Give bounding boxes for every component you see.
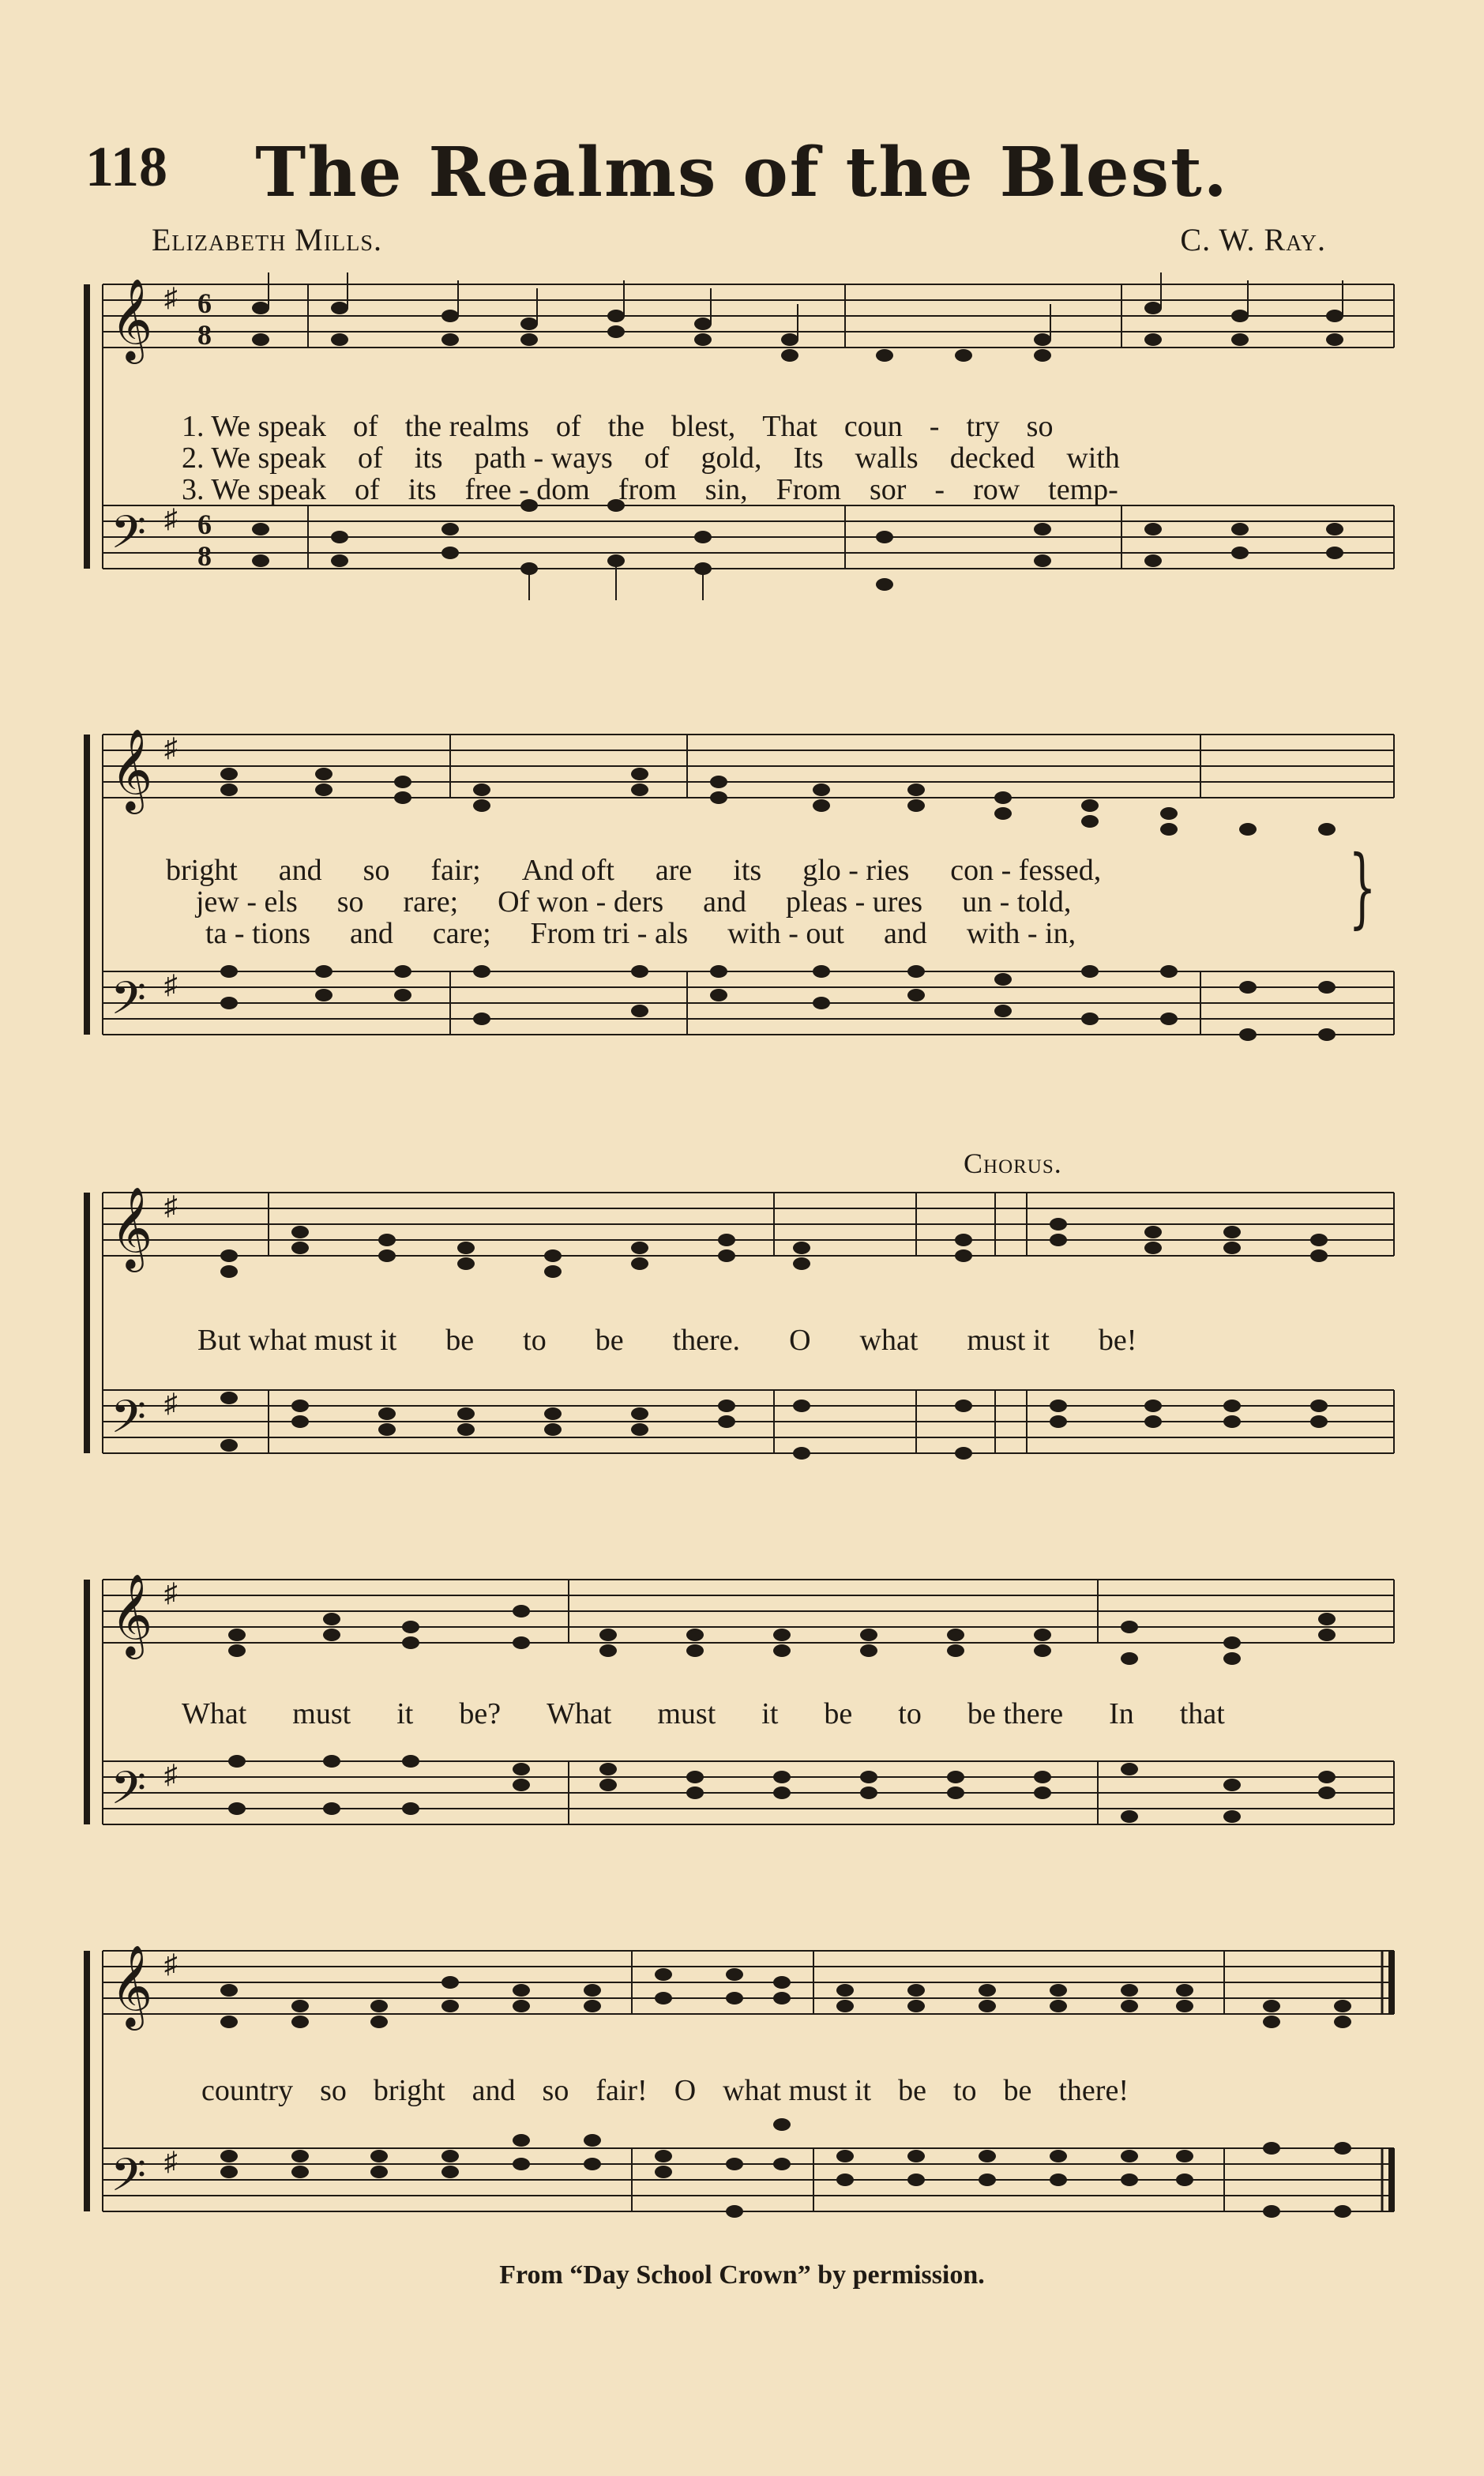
lyric-syllable: Its xyxy=(793,441,824,475)
lyric-syllable: what xyxy=(859,1324,919,1357)
music-system-2 xyxy=(79,711,1398,1090)
key-signature-sharp: ♯ xyxy=(164,1950,178,1979)
treble-clef-icon: 𝄞 xyxy=(111,1573,153,1656)
time-signature-top: 6 xyxy=(197,287,212,319)
lyric-syllable: con - fessed, xyxy=(950,854,1102,887)
lyric-syllable: 1. We speak xyxy=(182,410,327,443)
treble-clef-icon: 𝄞 xyxy=(111,728,153,811)
lyric-syllable: must it xyxy=(967,1324,1050,1357)
lyric-syllable: its xyxy=(408,473,437,506)
lyric-syllable: From xyxy=(776,473,841,506)
lyric-syllable: and xyxy=(471,2074,516,2107)
lyric-syllable: Of won - ders xyxy=(498,885,664,919)
lyric-syllable: In xyxy=(1109,1697,1134,1730)
lyric-syllable: are xyxy=(655,854,693,887)
lyric-syllable: it xyxy=(396,1697,414,1730)
lyric-syllable: be there xyxy=(967,1697,1064,1730)
lyric-syllable: to xyxy=(952,2074,977,2107)
lyric-syllable: with - out xyxy=(727,917,844,950)
lyricist-credit: Elizabeth Mills. xyxy=(152,222,382,257)
lyric-syllable: of xyxy=(555,410,581,443)
lyric-syllable: From tri - als xyxy=(530,917,689,950)
lyric-syllable: be xyxy=(445,1324,475,1357)
lyric-syllable: with - in, xyxy=(966,917,1076,950)
lyric-syllable: bright xyxy=(373,2074,445,2107)
lyric-syllable: What xyxy=(182,1697,247,1730)
composer-credit: C. W. Ray. xyxy=(1180,222,1326,257)
lyric-syllable: But what must it xyxy=(197,1324,397,1357)
time-signature-bottom: 8 xyxy=(197,319,212,351)
lyric-syllable: be? xyxy=(459,1697,502,1730)
lyric-syllable: of xyxy=(355,473,380,506)
key-signature-sharp-bass: ♯ xyxy=(164,1389,178,1418)
lyric-syllable: so xyxy=(542,2074,569,2107)
treble-staff xyxy=(103,1580,1394,1643)
hymn-title: The Realms of the Blest. xyxy=(255,133,1229,212)
lyric-syllable: coun xyxy=(843,410,903,443)
lyric-syllable: so xyxy=(320,2074,347,2107)
verse-3-lyrics xyxy=(79,916,1484,951)
key-signature-sharp: ♯ xyxy=(164,734,178,763)
lyric-syllable: walls xyxy=(855,441,919,475)
chorus-lyrics xyxy=(79,1323,1484,1358)
lyric-syllable: what must it xyxy=(723,2074,872,2107)
lyric-syllable: so xyxy=(363,854,390,887)
lyric-syllable: 3. We speak xyxy=(182,473,327,506)
lyric-syllable: to xyxy=(523,1324,547,1357)
lyric-syllable: What xyxy=(547,1697,612,1730)
lyric-syllable: must xyxy=(657,1697,716,1730)
lyric-syllable: fair; xyxy=(430,854,481,887)
key-signature-sharp-bass: ♯ xyxy=(164,2147,178,2177)
lyric-syllable: care; xyxy=(432,917,491,950)
lyric-syllable: path - ways xyxy=(474,441,613,475)
lyric-syllable: try xyxy=(966,410,1000,443)
verse-2-lyrics xyxy=(79,885,1484,919)
time-signature-bottom-bass: 8 xyxy=(197,540,212,572)
lyric-syllable: there. xyxy=(672,1324,741,1357)
music-system-1 xyxy=(79,269,1398,640)
bass-staff xyxy=(103,1761,1394,1824)
lyric-syllable: to xyxy=(898,1697,922,1730)
lyric-syllable: rare; xyxy=(403,885,459,919)
lyric-syllable: the realms xyxy=(404,410,529,443)
lyric-syllable: and xyxy=(703,885,747,919)
lyric-syllable: from xyxy=(618,473,677,506)
bass-clef-icon: 𝄢 xyxy=(111,971,147,1036)
lyric-syllable: And oft xyxy=(521,854,614,887)
verse-1-lyrics xyxy=(79,409,1484,444)
lyric-syllable: ta - tions xyxy=(205,917,310,950)
chorus-lyrics xyxy=(79,2073,1484,2108)
lyric-syllable: there! xyxy=(1058,2074,1129,2107)
lyric-syllable: and xyxy=(349,917,393,950)
lyric-syllable: it xyxy=(761,1697,779,1730)
lyric-syllable: - xyxy=(934,473,945,506)
lyric-syllable: free - dom xyxy=(464,473,590,506)
treble-clef-icon: 𝄞 xyxy=(111,278,153,361)
key-signature-sharp-bass: ♯ xyxy=(164,505,178,534)
bass-clef-icon: 𝄢 xyxy=(111,2148,147,2213)
verse-brace: } xyxy=(1348,836,1377,937)
bass-staff xyxy=(103,505,1394,569)
lyric-syllable: its xyxy=(414,441,443,475)
lyric-syllable: of xyxy=(353,410,378,443)
lyric-syllable: O xyxy=(674,2074,697,2107)
lyric-syllable: row xyxy=(973,473,1020,506)
permission-footnote: From “Day School Crown” by permission. xyxy=(499,2260,985,2290)
lyric-syllable: 2. We speak xyxy=(182,441,327,475)
lyric-syllable: country xyxy=(201,2074,294,2107)
lyric-syllable: its xyxy=(733,854,762,887)
verse-3-lyrics xyxy=(79,472,1484,507)
lyric-syllable: be xyxy=(1003,2074,1032,2107)
lyric-syllable: must xyxy=(292,1697,351,1730)
lyric-syllable: be xyxy=(824,1697,853,1730)
lyric-syllable: be xyxy=(595,1324,624,1357)
music-system-4 xyxy=(79,1556,1398,1872)
bass-clef-icon: 𝄢 xyxy=(111,1390,147,1455)
lyric-syllable: temp- xyxy=(1048,473,1118,506)
treble-clef-icon: 𝄞 xyxy=(111,1944,153,2027)
lyric-syllable: fair! xyxy=(595,2074,648,2107)
lyric-syllable: that xyxy=(1179,1697,1225,1730)
key-signature-sharp: ♯ xyxy=(164,1192,178,1221)
chorus-lyrics xyxy=(79,1696,1484,1731)
lyric-syllable: so xyxy=(336,885,364,919)
key-signature-sharp: ♯ xyxy=(164,284,178,313)
lyric-syllable: un - told, xyxy=(962,885,1072,919)
lyric-syllable: bright xyxy=(166,854,238,887)
lyric-syllable: with xyxy=(1066,441,1120,475)
lyric-syllable: the xyxy=(607,410,644,443)
key-signature-sharp: ♯ xyxy=(164,1579,178,1608)
lyric-syllable: sin, xyxy=(704,473,748,506)
bass-clef-icon: 𝄢 xyxy=(111,505,147,570)
key-signature-sharp-bass: ♯ xyxy=(164,971,178,1000)
lyric-syllable: O xyxy=(789,1324,811,1357)
chorus-label: Chorus. xyxy=(964,1148,1062,1179)
lyric-syllable: gold, xyxy=(701,441,762,475)
lyric-syllable: so xyxy=(1026,410,1054,443)
lyric-syllable: jew - els xyxy=(196,885,298,919)
page-number: 118 xyxy=(85,135,168,198)
lyric-syllable: That xyxy=(762,410,817,443)
lyric-syllable: blest, xyxy=(671,410,736,443)
key-signature-sharp-bass: ♯ xyxy=(164,1760,178,1790)
lyric-syllable: sor xyxy=(869,473,907,506)
music-system-5 xyxy=(79,1927,1398,2259)
treble-clef-icon: 𝄞 xyxy=(111,1186,153,1269)
verse-2-lyrics xyxy=(79,441,1484,475)
lyric-syllable: pleas - ures xyxy=(786,885,923,919)
lyric-syllable: and xyxy=(278,854,322,887)
lyric-syllable: be xyxy=(898,2074,926,2107)
treble-staff xyxy=(103,284,1394,348)
lyric-syllable: - xyxy=(929,410,940,443)
music-system-3 xyxy=(79,1177,1398,1501)
time-signature-top-bass: 6 xyxy=(197,509,212,540)
lyric-syllable: of xyxy=(644,441,670,475)
verse-1-lyrics xyxy=(79,853,1484,888)
lyric-syllable: and xyxy=(883,917,927,950)
lyric-syllable: decked xyxy=(949,441,1035,475)
lyric-syllable: be! xyxy=(1098,1324,1137,1357)
lyric-syllable: of xyxy=(358,441,383,475)
lyric-syllable: glo - ries xyxy=(802,854,910,887)
bass-clef-icon: 𝄢 xyxy=(111,1761,147,1826)
